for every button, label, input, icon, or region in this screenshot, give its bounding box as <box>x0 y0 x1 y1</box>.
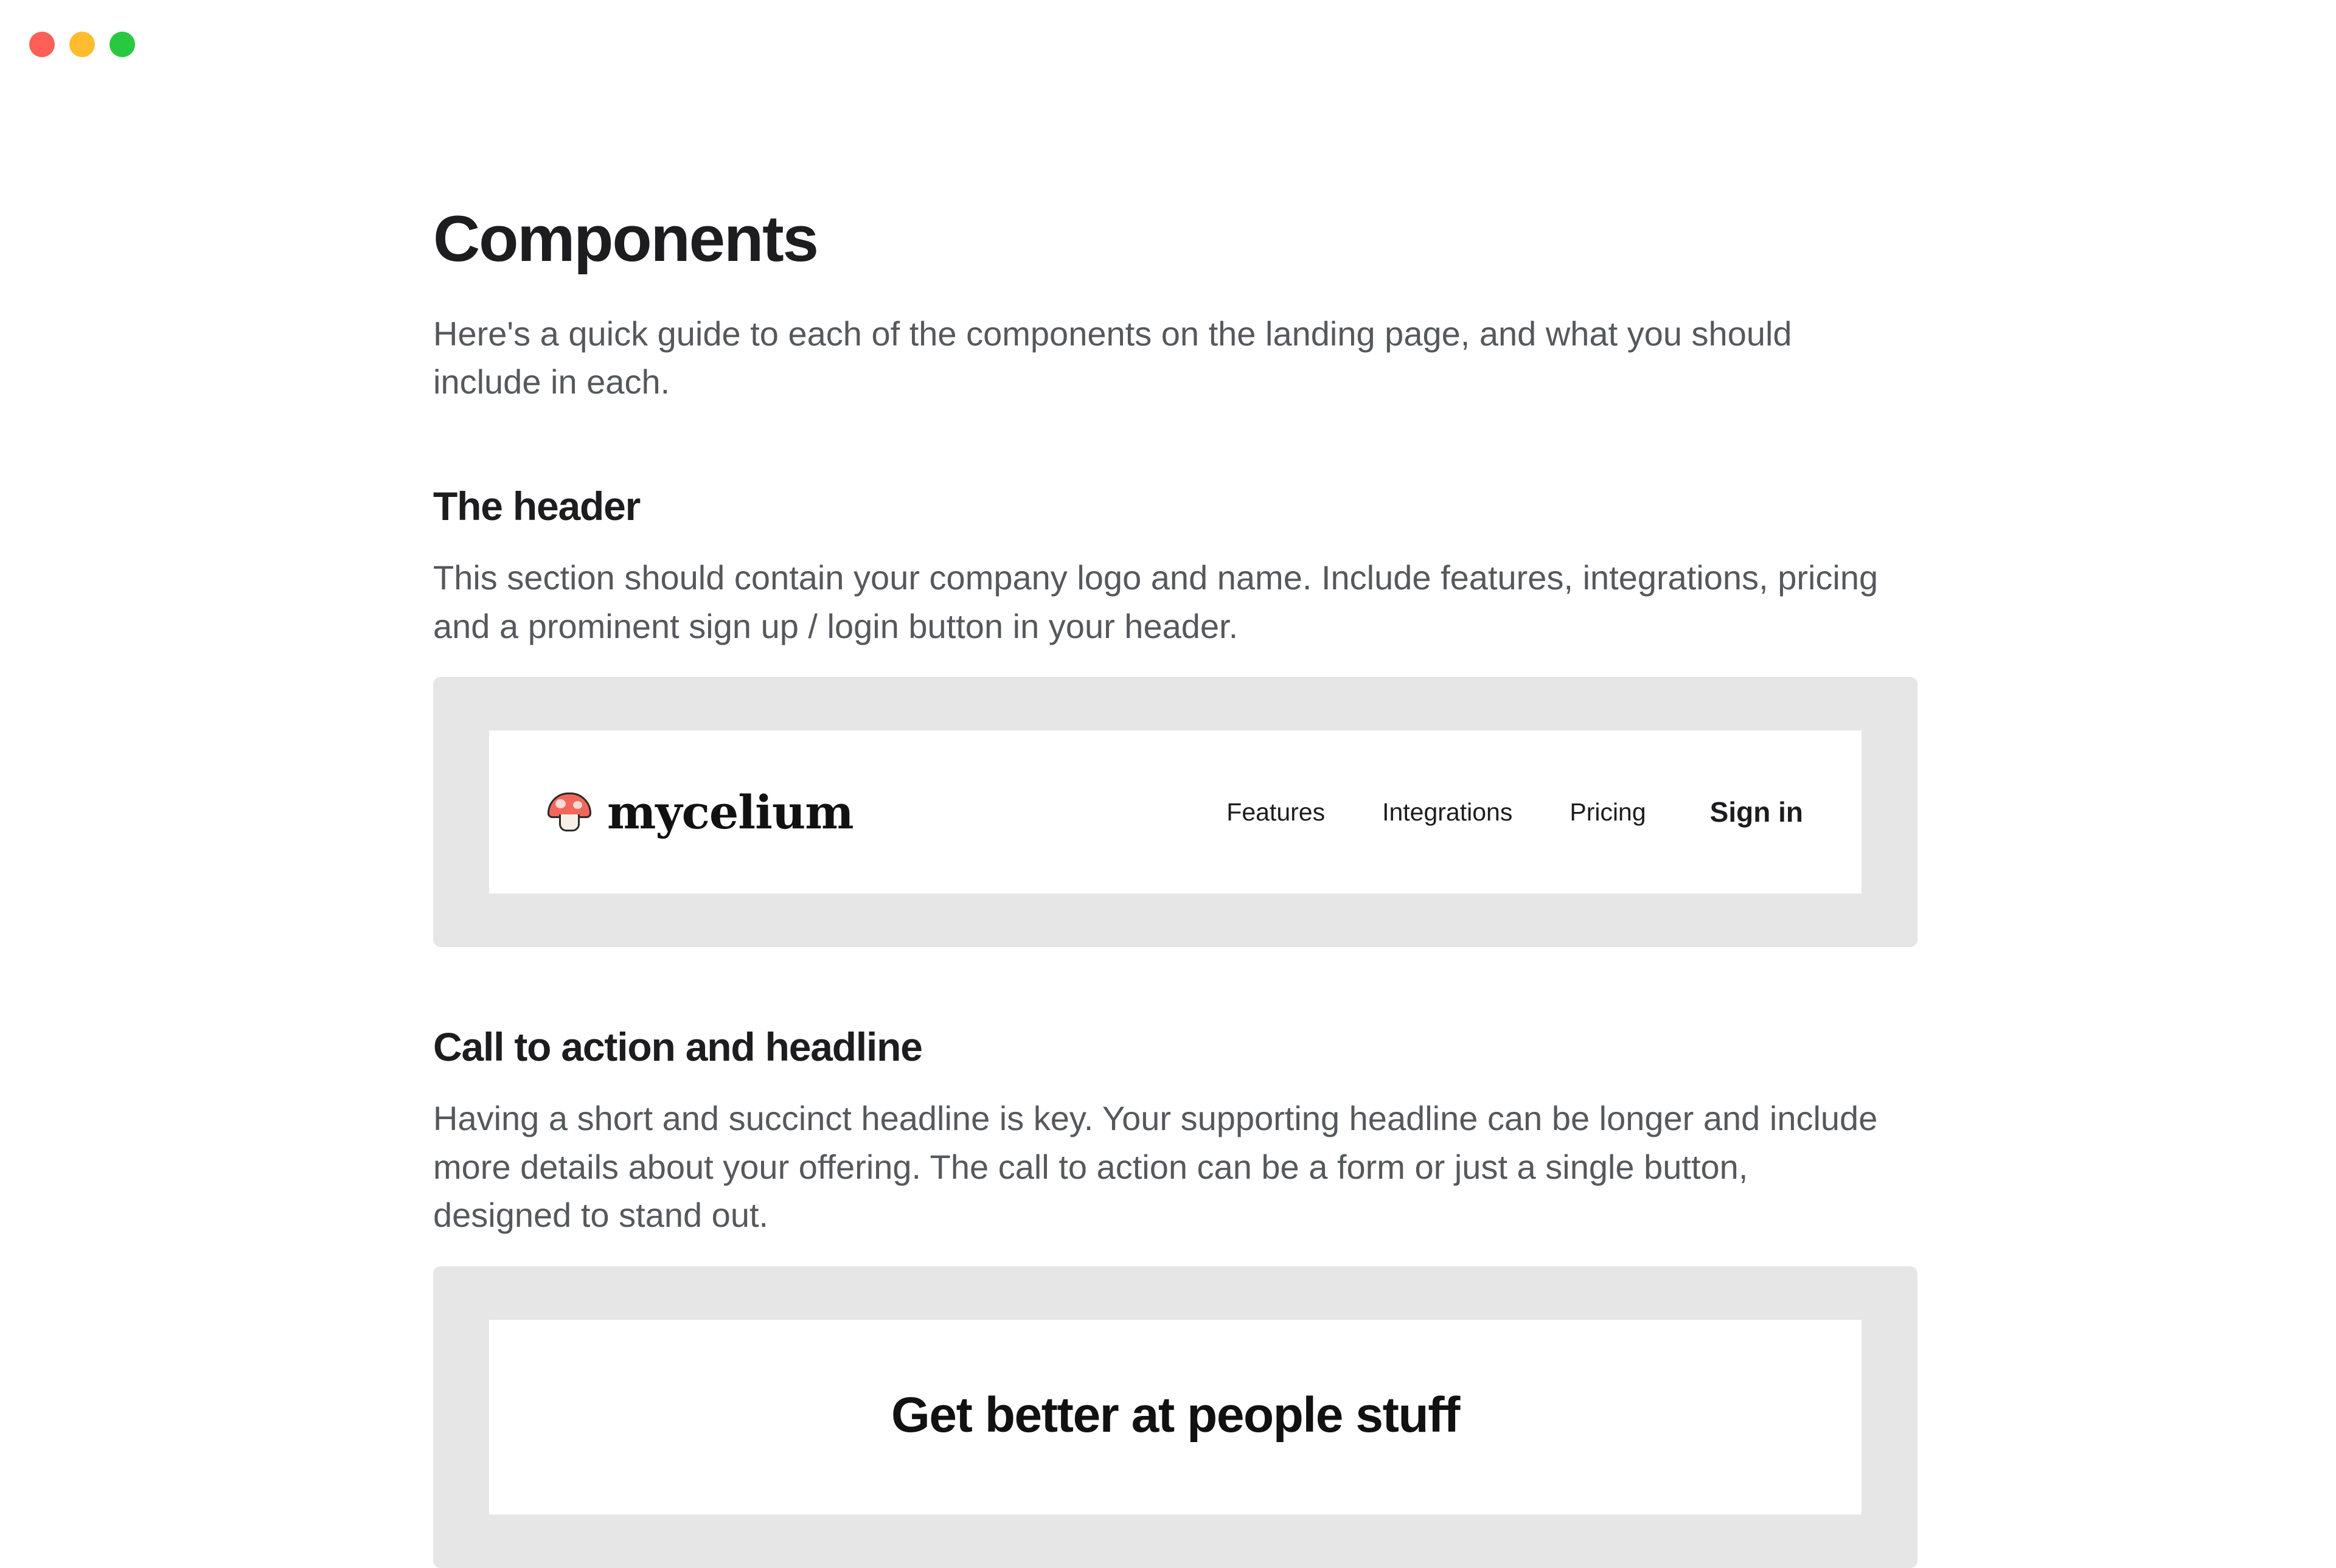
mock-site-header <box>489 730 1861 893</box>
section-heading-header: The header <box>433 483 641 529</box>
section-heading-cta: Call to action and headline <box>433 1024 922 1070</box>
header-preview-frame <box>433 677 1917 947</box>
cta-preview-card <box>489 1320 1861 1514</box>
window-titlebar <box>0 0 2336 88</box>
minimize-window-button[interactable] <box>69 32 95 57</box>
mock-header-nav <box>1198 796 1803 828</box>
brand-lockup[interactable] <box>548 785 853 839</box>
nav-item-features[interactable]: Features <box>1226 797 1326 826</box>
traffic-lights <box>29 32 135 57</box>
cta-headline: Get better at people stuff <box>891 1387 1460 1443</box>
section-body-header: This section should contain your company logo and name. Include features, integrations, pricing and a prominent sign up / login button in your header. <box>433 558 1879 645</box>
close-window-button[interactable] <box>29 32 55 57</box>
mushroom-icon <box>548 793 591 831</box>
cta-preview-frame <box>433 1266 1917 1568</box>
page-title: Components <box>433 202 818 275</box>
zoom-window-button[interactable] <box>109 32 135 57</box>
mock-cta-section <box>489 1320 1861 1514</box>
nav-item-integrations[interactable]: Integrations <box>1382 797 1513 826</box>
brand-name: mycelium <box>607 785 853 839</box>
intro-paragraph: Here's a quick guide to each of the components on the landing page, and what you should include in each. <box>433 314 1792 401</box>
nav-item-sign-in[interactable]: Sign in <box>1709 796 1803 828</box>
header-preview-card <box>489 730 1861 893</box>
section-body-cta: Having a short and succinct headline is key. Your supporting headline can be longer and include more details about your offering. The call to action can be a form or just a single button, designed to stand out. <box>433 1099 1878 1235</box>
nav-item-pricing[interactable]: Pricing <box>1569 797 1646 826</box>
document-content <box>0 88 2336 1568</box>
